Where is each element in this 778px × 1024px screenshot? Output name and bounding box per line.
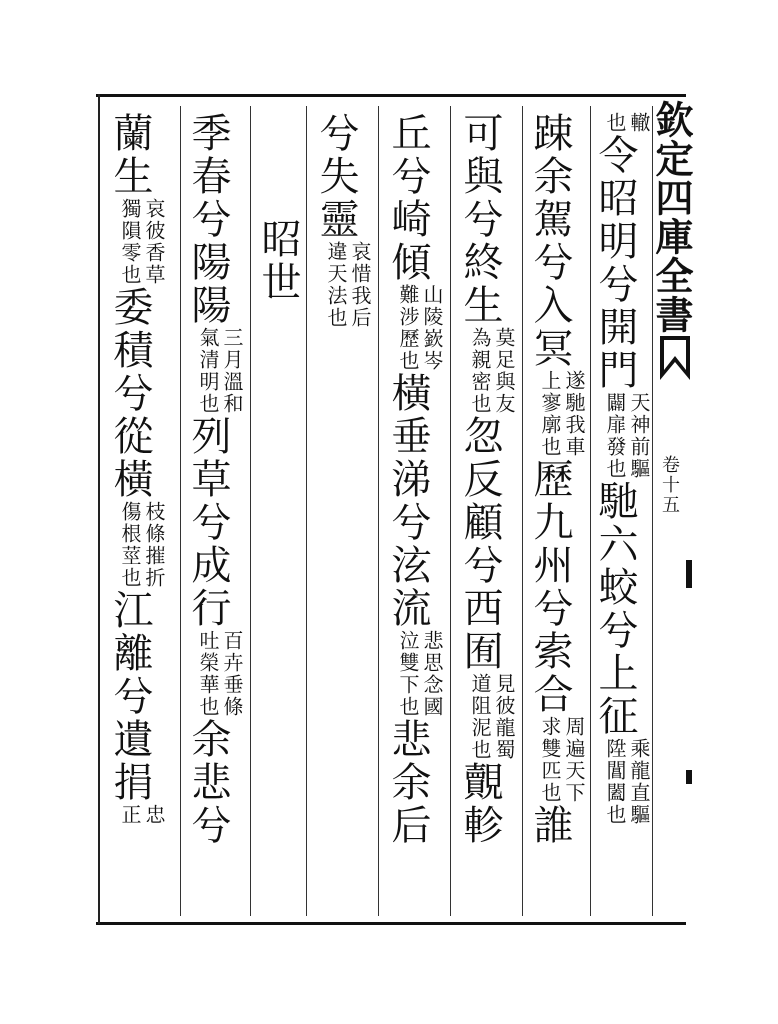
main-text: 令昭明兮開門 bbox=[592, 134, 638, 392]
main-text: 歷九州兮索合 bbox=[527, 458, 573, 716]
commentary-note: 見彼龍蜀道阻泥也 bbox=[468, 673, 516, 761]
commentary-note: 三月溫和氣清明也 bbox=[196, 327, 244, 415]
main-text: 覿軫 bbox=[457, 761, 503, 847]
edge-mark bbox=[686, 770, 692, 784]
commentary-note: 忠正 bbox=[118, 804, 166, 826]
main-text: 季春兮陽陽 bbox=[185, 112, 231, 327]
commentary-note: 悲思念國泣雙下也 bbox=[396, 630, 444, 718]
main-text: 丘兮崎傾 bbox=[385, 112, 431, 284]
commentary-note: 乘龍直驅陞閶闔也 bbox=[603, 738, 651, 826]
main-text: 馳六蛟兮上征 bbox=[592, 480, 638, 738]
column-divider bbox=[450, 106, 451, 916]
commentary-note: 莫足與友為親密也 bbox=[468, 327, 516, 415]
commentary-note: 轍也 bbox=[603, 112, 651, 134]
text-column-1 bbox=[592, 112, 651, 826]
main-text: 委積兮從橫 bbox=[107, 286, 153, 501]
bottom-border-line bbox=[96, 922, 686, 925]
main-text: 余悲兮 bbox=[185, 718, 231, 847]
column-divider bbox=[590, 106, 591, 916]
column-divider bbox=[250, 106, 251, 916]
text-column-6 bbox=[255, 218, 301, 304]
text-column-3 bbox=[457, 112, 516, 847]
top-border-line bbox=[96, 94, 686, 97]
column-divider bbox=[306, 106, 307, 916]
commentary-note: 天神前驅闢扉發也 bbox=[603, 392, 651, 480]
commentary-note: 枝條摧折傷根莖也 bbox=[118, 501, 166, 589]
edge-mark bbox=[686, 560, 692, 588]
main-text: 昭世 bbox=[255, 218, 301, 304]
main-text: 可與兮終生 bbox=[457, 112, 503, 327]
commentary-note: 遂馳我車上寥廓也 bbox=[538, 370, 586, 458]
column-divider bbox=[522, 106, 523, 916]
main-text: 蘭生 bbox=[107, 112, 153, 198]
text-column-2 bbox=[527, 112, 586, 847]
column-divider bbox=[180, 106, 181, 916]
commentary-note: 百卉垂條吐榮華也 bbox=[196, 630, 244, 718]
book-title: 欽定四庫全書 bbox=[649, 100, 694, 334]
commentary-note: 哀彼香草獨隕零也 bbox=[118, 198, 166, 286]
main-text: 踈余駕兮入冥 bbox=[527, 112, 573, 370]
commentary-note: 哀惜我后違天法也 bbox=[324, 241, 372, 329]
main-text: 江離兮遺捐 bbox=[107, 589, 153, 804]
main-text: 忽反顧兮西囿 bbox=[457, 415, 503, 673]
main-text: 橫垂涕兮泫流 bbox=[385, 372, 431, 630]
main-text: 列草兮成行 bbox=[185, 415, 231, 630]
volume-label: 卷十五 bbox=[659, 455, 680, 515]
text-column-5 bbox=[313, 112, 372, 329]
fishtail-mark-icon bbox=[660, 336, 690, 380]
left-border-line bbox=[98, 94, 100, 924]
commentary-note: 周遍天下求雙匹也 bbox=[538, 716, 586, 804]
text-column-8 bbox=[107, 112, 166, 826]
main-text: 兮失靈 bbox=[313, 112, 359, 241]
text-column-4 bbox=[385, 112, 444, 847]
text-column-7 bbox=[185, 112, 244, 847]
column-divider bbox=[378, 106, 379, 916]
main-text: 誰 bbox=[527, 804, 573, 847]
main-text: 悲余后 bbox=[385, 718, 431, 847]
commentary-note: 山陵嶔岑難涉歷也 bbox=[396, 284, 444, 372]
